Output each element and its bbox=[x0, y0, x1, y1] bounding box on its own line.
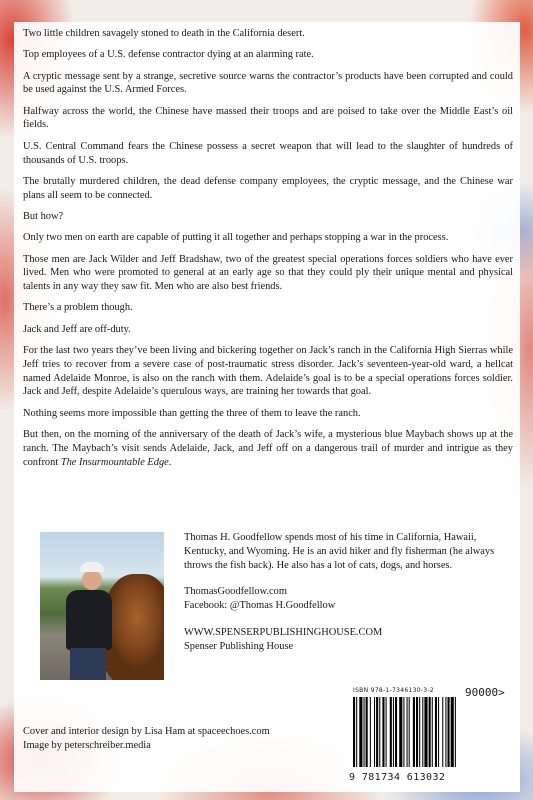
credits bbox=[23, 725, 270, 753]
image-credit: Image by peterschreiber.media bbox=[23, 740, 151, 751]
synopsis-final-paragraph bbox=[23, 428, 513, 469]
barcode-bar bbox=[432, 697, 433, 767]
barcode-bar bbox=[382, 697, 384, 767]
isbn-barcode bbox=[345, 684, 520, 792]
synopsis-paragraph: Those men are Jack Wilder and Jeff Bradshaw, two of the greatest special operations forces soldiers who have ever lived. Men who were promoted to general at an early age so that they could ply their unique mental and physical talents in any way they saw fit. Men who are also best friends. bbox=[23, 253, 513, 293]
barcode-bar bbox=[435, 697, 437, 767]
bio-spacer bbox=[184, 572, 514, 585]
barcode-bar bbox=[448, 697, 450, 767]
synopsis-paragraph: Only two men on earth are capable of putting it all together and perhaps stopping a war in the process. bbox=[23, 232, 449, 244]
barcode-bar bbox=[416, 697, 418, 767]
author-figure bbox=[58, 562, 114, 680]
barcode-bar bbox=[366, 697, 368, 767]
synopsis-paragraph: Two little children savagely stoned to death in the California desert. bbox=[23, 28, 305, 39]
barcode-bar bbox=[451, 697, 454, 767]
barcode-bar bbox=[395, 697, 397, 767]
synopsis-paragraph: Jack and Jeff are off-duty. bbox=[23, 323, 131, 335]
barcode-bar bbox=[370, 697, 371, 767]
author-facebook: Facebook: @Thomas H.Goodfellow bbox=[184, 600, 336, 612]
barcode-bar bbox=[353, 697, 355, 767]
author-website: ThomasGoodfellow.com bbox=[184, 586, 287, 598]
barcode-bar bbox=[429, 697, 431, 767]
publisher-name: Spenser Publishing House bbox=[184, 640, 294, 652]
author-photo bbox=[40, 532, 164, 680]
publisher-url: WWW.SPENSERPUBLISHINGHOUSE.COM bbox=[184, 626, 383, 638]
book-title: The Insurmountable Edge bbox=[60, 456, 169, 468]
barcode-bar bbox=[438, 697, 439, 767]
bio-text: Thomas H. Goodfellow spends most of his time in California, Hawaii, Kentucky, and Wyoming. He is an avid hiker and fly fisherman (he always throws the fish back). He also has a lot of cats, dogs, and horses. bbox=[184, 532, 495, 571]
synopsis-paragraph: U.S. Central Command fears the Chinese possess a secret weapon that will lead to the slaughter of hundreds of thousands of U.S. troops. bbox=[23, 140, 513, 166]
barcode-bar bbox=[399, 697, 402, 767]
barcode-bar bbox=[419, 697, 420, 767]
barcode-bar bbox=[393, 697, 394, 767]
barcode-bar bbox=[455, 697, 456, 767]
barcode-bar bbox=[390, 697, 392, 767]
barcode-bar bbox=[409, 697, 410, 767]
synopsis-paragraph: The brutally murdered children, the dead defense company employees, the cryptic message, and the Chinese war plans all seem to be connected. bbox=[23, 175, 513, 201]
isbn-label: ISBN 978-1-7346130-3-2 bbox=[353, 687, 434, 694]
barcode-bar bbox=[356, 697, 357, 767]
synopsis-paragraph: Halfway across the world, the Chinese have massed their troops and are poised to take over the Middle East’s oil fields. bbox=[23, 105, 513, 131]
price-code: 90000> bbox=[465, 686, 505, 699]
barcode-bar bbox=[424, 697, 427, 767]
barcode-bar bbox=[379, 697, 380, 767]
synopsis-period: . bbox=[168, 456, 172, 468]
barcode-bar bbox=[413, 697, 415, 767]
author-torso bbox=[66, 590, 112, 650]
barcode-bar bbox=[445, 697, 446, 767]
synopsis-paragraph: A cryptic message sent by a strange, secretive source warns the contractor’s products have been corrupted and could be used against the U.S. Armed Forces. bbox=[23, 70, 513, 96]
barcode-bar bbox=[442, 697, 443, 767]
barcode-bar bbox=[376, 697, 378, 767]
author-face bbox=[82, 570, 102, 590]
design-credit: Cover and interior design by Lisa Ham at spaceechoes.com bbox=[23, 726, 270, 737]
barcode-bar bbox=[364, 697, 365, 767]
barcode-bars bbox=[353, 697, 511, 767]
synopsis-paragraph: For the last two years they’ve been living and bickering together on Jack’s ranch in the California High Sierras while Jeff tries to recover from a severe case of post-traumatic stress disorder. Jack’s seventeen-year-old ward, a hellcat named Adelaide Monroe, is also on the ranch with them. Adelaide’s goal is to be a special operations forces soldier. Jack and Jeff, despite Adelaide’s querulous ways, are training her towards that goal. bbox=[23, 345, 513, 398]
barcode-bar bbox=[403, 697, 404, 767]
barcode-bar bbox=[422, 697, 423, 767]
ean-digits: 9 781734 613032 bbox=[349, 772, 446, 783]
synopsis bbox=[23, 27, 513, 477]
barcode-bar bbox=[359, 697, 362, 767]
barcode-bar bbox=[407, 697, 408, 767]
synopsis-paragraph: But how? bbox=[23, 210, 64, 222]
barcode-bar bbox=[374, 697, 375, 767]
author-cap bbox=[80, 562, 104, 572]
synopsis-paragraph: Nothing seems more impossible than getting the three of them to leave the ranch. bbox=[23, 407, 361, 419]
synopsis-paragraph: There’s a problem though. bbox=[23, 302, 133, 314]
synopsis-paragraph: Top employees of a U.S. defense contractor dying at an alarming rate. bbox=[23, 49, 314, 61]
bio-spacer bbox=[184, 613, 514, 626]
author-bio bbox=[184, 531, 514, 654]
barcode-bar bbox=[386, 697, 387, 767]
synopsis-text: But then, on the morning of the anniversary of the death of Jack’s wife, a mysterious blue Maybach shows up at the ranch. The Maybach’s visit sends Adelaide, Jack, and Jeff off on a dangerous trail of murder and intrigue as they confront bbox=[23, 429, 513, 468]
author-legs bbox=[70, 648, 106, 680]
